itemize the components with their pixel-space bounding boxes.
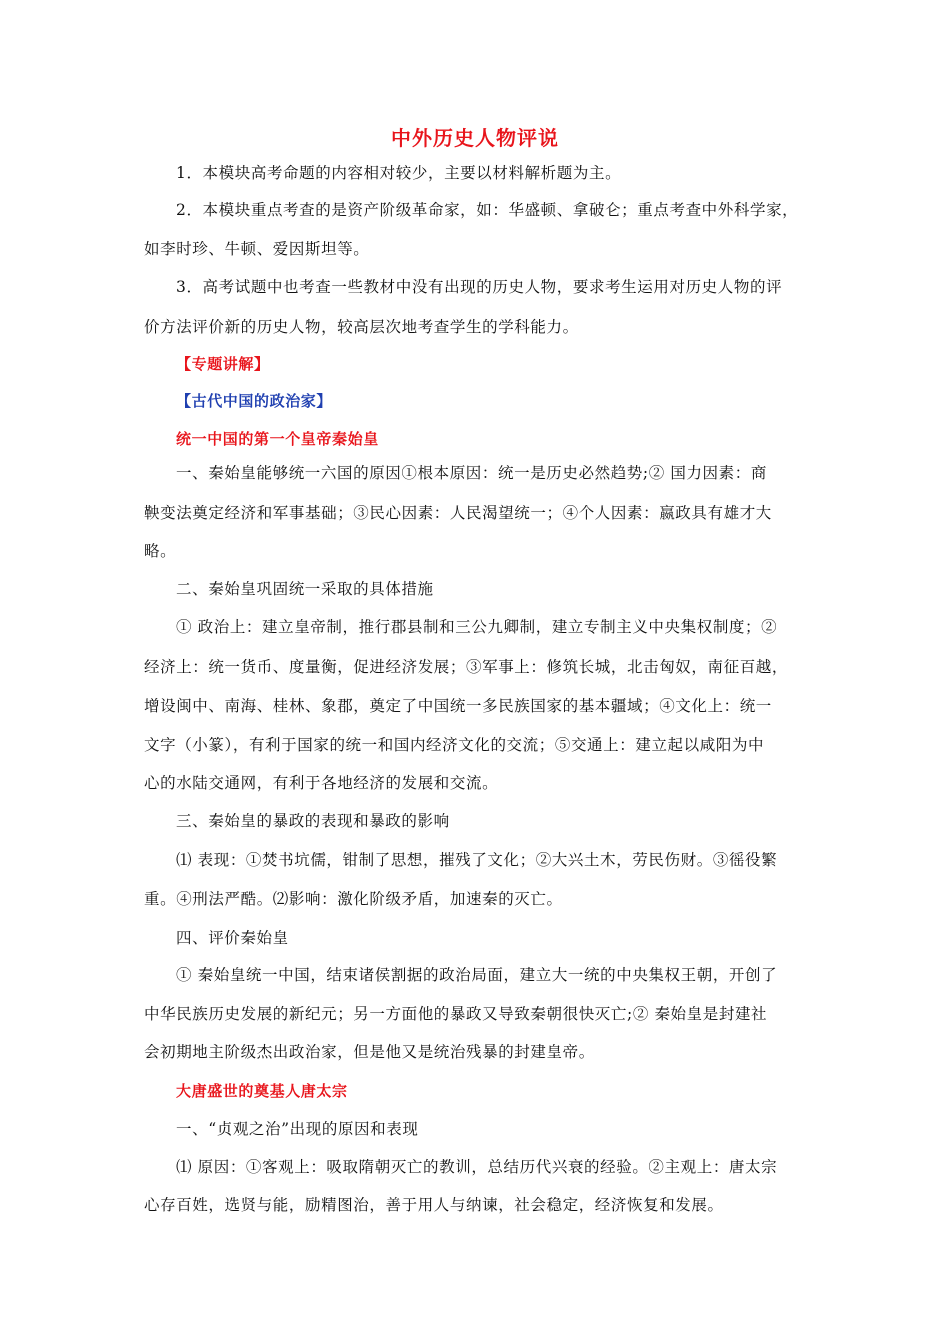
paragraph-line: 如李时珍、牛顿、爱因斯坦等。 — [144, 240, 370, 258]
paragraph-line: 1．本模块高考命题的内容相对较少，主要以材料解析题为主。 — [176, 164, 622, 182]
subheading-tang-taizong: 大唐盛世的奠基人唐太宗 — [176, 1082, 348, 1100]
paragraph-line: 鞅变法奠定经济和军事基础；③民心因素：人民渴望统一；④个人因素：嬴政具有雄才大 — [144, 504, 772, 522]
paragraph-line: 心的水陆交通网，有利于各地经济的发展和交流。 — [144, 774, 499, 792]
paragraph-line: 重。④刑法严酷。⑵影响：激化阶级矛盾，加速秦的灭亡。 — [144, 890, 563, 908]
paragraph-line: 3．高考试题中也考查一些教材中没有出现的历史人物，要求考生运用对历史人物的评 — [176, 278, 783, 296]
paragraph-line: 一、“贞观之治”出现的原因和表现 — [176, 1120, 419, 1138]
paragraph-line: 四、评价秦始皇 — [176, 929, 289, 947]
paragraph-line: 文字（小篆），有利于国家的统一和国内经济文化的交流；⑤交通上：建立起以咸阳为中 — [144, 736, 765, 754]
paragraph-line: 略。 — [144, 542, 177, 560]
paragraph-line: ⑴ 原因：①客观上：吸取隋朝灭亡的教训，总结历代兴衰的经验。②主观上：唐太宗 — [176, 1158, 778, 1176]
paragraph-line: ⑴ 表现：①焚书坑儒，钳制了思想，摧残了文化；②大兴土木，劳民伤财。③徭役繁 — [176, 851, 778, 869]
paragraph-line: 中华民族历史发展的新纪元；另一方面他的暴政又导致秦朝很快灭亡;② 秦始皇是封建社 — [144, 1005, 768, 1023]
document-title: 中外历史人物评说 — [391, 126, 559, 150]
paragraph-line: ① 政治上：建立皇帝制，推行郡县制和三公九卿制，建立专制主义中央集权制度；② — [176, 618, 778, 636]
paragraph-line: 增设闽中、南海、桂林、象郡，奠定了中国统一多民族国家的基本疆域；④文化上：统一 — [144, 697, 772, 715]
paragraph-line: 二、秦始皇巩固统一采取的具体措施 — [176, 580, 434, 598]
paragraph-line: ① 秦始皇统一中国，结束诸侯割据的政治局面，建立大一统的中央集权王朝，开创了 — [176, 966, 778, 984]
subheading-qin-shihuang: 统一中国的第一个皇帝秦始皇 — [176, 430, 379, 448]
paragraph-line: 会初期地主阶级杰出政治家，但是他又是统治残暴的封建皇帝。 — [144, 1043, 595, 1061]
paragraph-line: 价方法评价新的历史人物，较高层次地考查学生的学科能力。 — [144, 318, 579, 336]
section-heading-politicians: 【古代中国的政治家】 — [176, 392, 333, 410]
paragraph-line: 心存百姓，选贤与能，励精图治，善于用人与纳谏，社会稳定，经济恢复和发展。 — [144, 1196, 724, 1214]
paragraph-line: 一、秦始皇能够统一六国的原因①根本原因：统一是历史必然趋势;② 国力因素：商 — [176, 464, 767, 482]
paragraph-line: 2．本模块重点考查的是资产阶级革命家，如：华盛顿、拿破仑；重点考查中外科学家， — [176, 201, 799, 219]
paragraph-line: 三、秦始皇的暴政的表现和暴政的影响 — [176, 812, 450, 830]
section-heading-topic: 【专题讲解】 — [176, 355, 270, 373]
paragraph-line: 经济上：统一货币、度量衡，促进经济发展；③军事上：修筑长城，北击匈奴，南征百越， — [144, 658, 789, 676]
